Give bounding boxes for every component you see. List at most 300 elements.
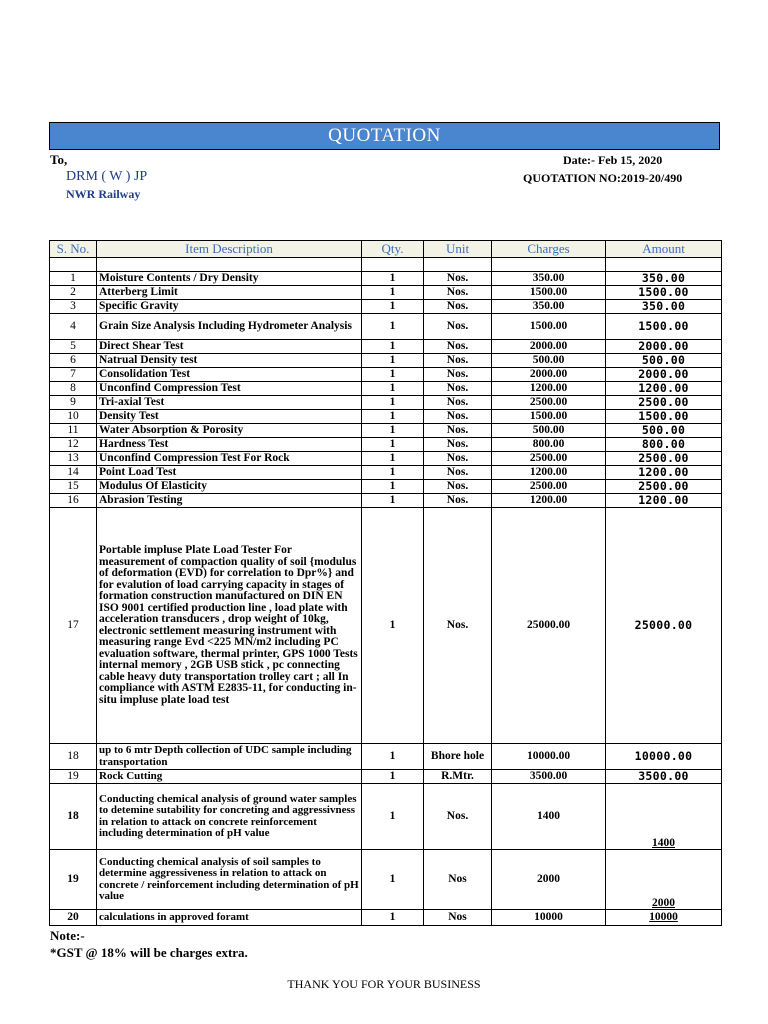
description-cell xyxy=(97,340,362,354)
description-text: calculations in approved foramt xyxy=(99,910,249,923)
description-cell xyxy=(97,770,362,784)
unit-cell xyxy=(424,396,492,410)
unit-cell xyxy=(424,354,492,368)
sno-cell xyxy=(50,424,97,438)
charges-text: 2000 xyxy=(537,872,560,885)
unit-cell xyxy=(424,368,492,382)
table-row xyxy=(50,286,722,300)
qty-text: 1 xyxy=(389,437,396,450)
description-text: Abrasion Testing xyxy=(99,493,183,506)
quotation-number: QUOTATION NO:2019-20/490 xyxy=(523,171,683,185)
sno-cell xyxy=(50,300,97,314)
table-row xyxy=(50,410,722,424)
amount-text: 800.00 xyxy=(641,436,686,451)
description-cell xyxy=(97,438,362,452)
amount-cell xyxy=(606,910,722,926)
sno-cell xyxy=(50,396,97,410)
description-text: Grain Size Analysis Including Hydrometer Analysis xyxy=(99,319,352,332)
amount-cell xyxy=(606,452,722,466)
sno-text: 19 xyxy=(67,769,79,782)
table-row xyxy=(50,396,722,410)
unit-text: Nos. xyxy=(446,353,469,366)
unit-text: Nos. xyxy=(446,395,469,408)
amount-cell xyxy=(606,286,722,300)
qty-text: 1 xyxy=(389,749,396,762)
description-cell xyxy=(97,850,362,910)
amount-text: 350.00 xyxy=(641,270,686,285)
charges-cell xyxy=(492,494,606,508)
sno-text: 15 xyxy=(67,479,79,492)
unit-text: Nos xyxy=(448,910,467,923)
description-text: Unconfind Compression Test xyxy=(99,381,241,394)
qty-text: 1 xyxy=(389,479,396,492)
amount-cell xyxy=(606,314,722,340)
header-amount: Amount xyxy=(606,241,722,258)
sno-cell xyxy=(50,314,97,340)
description-text: Point Load Test xyxy=(99,465,177,478)
charges-text: 3500.00 xyxy=(529,769,568,782)
description-cell xyxy=(97,300,362,314)
table-row xyxy=(50,508,722,744)
sno-cell xyxy=(50,744,97,770)
amount-text: 1200.00 xyxy=(638,380,689,395)
qty-text: 1 xyxy=(389,285,396,298)
amount-text: 2000.00 xyxy=(638,338,689,353)
qty-cell xyxy=(362,452,424,466)
qty-cell xyxy=(362,480,424,494)
sno-text: 19 xyxy=(67,872,79,885)
charges-text: 10000 xyxy=(534,910,563,923)
sno-text: 17 xyxy=(67,618,79,631)
charges-cell xyxy=(492,744,606,770)
amount-cell xyxy=(606,744,722,770)
amount-cell xyxy=(606,480,722,494)
unit-cell xyxy=(424,382,492,396)
table-row xyxy=(50,382,722,396)
amount-cell xyxy=(606,494,722,508)
charges-cell xyxy=(492,382,606,396)
header-sno: S. No. xyxy=(50,241,97,258)
description-text: Atterberg Limit xyxy=(99,285,178,298)
unit-cell xyxy=(424,770,492,784)
table-row xyxy=(50,770,722,784)
charges-cell xyxy=(492,910,606,926)
description-text: up to 6 mtr Depth collection of UDC sample including transportation xyxy=(99,744,352,768)
table-header-row xyxy=(50,241,722,258)
description-text: Conducting chemical analysis of ground water samples to detemine sutability for concreting and aggressivness in relation to attack on concrete reinforcement including determination of pH value xyxy=(99,792,357,839)
unit-text: Bhore hole xyxy=(430,749,485,762)
unit-text: Nos. xyxy=(446,409,469,422)
charges-text: 1200.00 xyxy=(529,493,568,506)
sno-cell xyxy=(50,438,97,452)
unit-text: Nos. xyxy=(446,493,469,506)
sno-cell xyxy=(50,784,97,850)
qty-cell xyxy=(362,770,424,784)
sno-cell xyxy=(50,910,97,926)
charges-text: 1400 xyxy=(537,809,560,822)
amount-text: 1200.00 xyxy=(638,464,689,479)
amount-cell xyxy=(606,396,722,410)
table-row xyxy=(50,272,722,286)
charges-cell xyxy=(492,410,606,424)
qty-text: 1 xyxy=(389,910,396,923)
amount-cell xyxy=(606,410,722,424)
charges-cell xyxy=(492,438,606,452)
qty-cell xyxy=(362,354,424,368)
qty-cell xyxy=(362,382,424,396)
unit-text: R.Mtr. xyxy=(441,769,474,782)
sno-cell xyxy=(50,508,97,744)
header-description: Item Description xyxy=(97,241,362,258)
amount-cell xyxy=(606,508,722,744)
unit-text: Nos. xyxy=(446,381,469,394)
recipient-name: DRM ( W ) JP xyxy=(66,169,148,184)
sno-cell xyxy=(50,382,97,396)
unit-cell xyxy=(424,410,492,424)
sno-text: 2 xyxy=(70,285,76,298)
charges-cell xyxy=(492,850,606,910)
qty-text: 1 xyxy=(389,423,396,436)
description-cell xyxy=(97,480,362,494)
qty-cell xyxy=(362,340,424,354)
qty-cell xyxy=(362,286,424,300)
charges-cell xyxy=(492,354,606,368)
unit-cell xyxy=(424,300,492,314)
table-row xyxy=(50,744,722,770)
table-row xyxy=(50,466,722,480)
unit-text: Nos. xyxy=(446,367,469,380)
amount-cell xyxy=(606,850,722,910)
sno-text: 3 xyxy=(70,299,76,312)
sno-cell xyxy=(50,286,97,300)
amount-text: 1500.00 xyxy=(638,408,689,423)
description-cell xyxy=(97,396,362,410)
unit-cell xyxy=(424,424,492,438)
sno-text: 13 xyxy=(67,451,79,464)
quotation-date: Date:- Feb 15, 2020 xyxy=(563,153,663,167)
description-cell xyxy=(97,354,362,368)
unit-text: Nos. xyxy=(446,451,469,464)
unit-text: Nos. xyxy=(446,285,469,298)
charges-text: 500.00 xyxy=(532,353,565,366)
charges-text: 1200.00 xyxy=(529,381,568,394)
charges-text: 2500.00 xyxy=(529,395,568,408)
charges-cell xyxy=(492,508,606,744)
note-label: Note:- xyxy=(50,928,85,943)
charges-text: 1500.00 xyxy=(529,319,568,332)
qty-cell xyxy=(362,424,424,438)
qty-cell xyxy=(362,910,424,926)
sno-cell xyxy=(50,452,97,466)
unit-cell xyxy=(424,480,492,494)
amount-text: 2500.00 xyxy=(638,478,689,493)
qty-cell xyxy=(362,494,424,508)
charges-text: 1200.00 xyxy=(529,465,568,478)
header-unit: Unit xyxy=(424,241,492,258)
sno-cell xyxy=(50,368,97,382)
gst-note: *GST @ 18% will be charges extra. xyxy=(50,945,248,960)
description-cell xyxy=(97,452,362,466)
qty-cell xyxy=(362,466,424,480)
charges-cell xyxy=(492,314,606,340)
amount-text: 1500.00 xyxy=(638,284,689,299)
charges-cell xyxy=(492,770,606,784)
sno-text: 20 xyxy=(67,910,79,923)
unit-cell xyxy=(424,340,492,354)
qty-text: 1 xyxy=(389,493,396,506)
amount-text: 2000.00 xyxy=(638,366,689,381)
amount-text: 2500.00 xyxy=(638,450,689,465)
qty-cell xyxy=(362,744,424,770)
qty-text: 1 xyxy=(389,339,396,352)
unit-text: Nos. xyxy=(446,339,469,352)
sno-text: 6 xyxy=(70,353,76,366)
qty-text: 1 xyxy=(389,367,396,380)
unit-cell xyxy=(424,272,492,286)
amount-text: 1200.00 xyxy=(638,492,689,507)
amount-text: 2000 xyxy=(652,896,675,909)
description-cell xyxy=(97,382,362,396)
table-row xyxy=(50,452,722,466)
description-cell xyxy=(97,784,362,850)
amount-cell xyxy=(606,354,722,368)
description-text: Density Test xyxy=(99,409,159,422)
header-charges: Charges xyxy=(492,241,606,258)
sno-cell xyxy=(50,340,97,354)
description-text: Portable impluse Plate Load Tester For measurement of compaction quality of soil {modulus of deformation (EVD) for correlation to Dpr%} and for evalution of load carrying capacity in stages of formation construction manufactured on DIN EN ISO 9001 certified production line , load plate with acceleration transducers , drop weight of 10kg, electronic settlement measuring instrument with measuring range Evd <225 MN/m2 including PC evaluation software, thermal printer, GPS 1000 Tests internal memory , 2GB USB stick , pc connecting cable heavy duty transportation trolley cart ; all In compliance with ASTM E2835-11, for conducting in-situ impluse plate load test xyxy=(99,544,358,706)
amount-text: 2500.00 xyxy=(638,394,689,409)
sno-cell xyxy=(50,480,97,494)
description-cell xyxy=(97,286,362,300)
qty-text: 1 xyxy=(389,353,396,366)
sno-cell xyxy=(50,272,97,286)
unit-text: Nos. xyxy=(446,479,469,492)
amount-text: 1500.00 xyxy=(638,318,689,333)
blank-row xyxy=(50,258,722,272)
description-cell xyxy=(97,368,362,382)
amount-text: 10000.00 xyxy=(634,748,693,763)
qty-text: 1 xyxy=(389,465,396,478)
description-text: Conducting chemical analysis of soil samples to determine aggressiveness in relation to attack on concrete / reinforcement including determination of pH value xyxy=(99,855,359,902)
charges-cell xyxy=(492,272,606,286)
table-row xyxy=(50,480,722,494)
sno-text: 11 xyxy=(67,423,79,436)
amount-cell xyxy=(606,424,722,438)
charges-text: 500.00 xyxy=(532,423,565,436)
unit-cell xyxy=(424,850,492,910)
sno-cell xyxy=(50,466,97,480)
sno-cell xyxy=(50,494,97,508)
amount-cell xyxy=(606,382,722,396)
table-row xyxy=(50,314,722,340)
qty-text: 1 xyxy=(389,809,396,822)
sno-text: 18 xyxy=(67,749,79,762)
charges-cell xyxy=(492,466,606,480)
description-cell xyxy=(97,424,362,438)
qty-cell xyxy=(362,438,424,452)
qty-text: 1 xyxy=(389,409,396,422)
unit-text: Nos. xyxy=(446,271,469,284)
description-cell xyxy=(97,744,362,770)
amount-text: 3500.00 xyxy=(638,768,689,783)
charges-text: 2500.00 xyxy=(529,479,568,492)
sno-cell xyxy=(50,354,97,368)
description-text: Water Absorption & Porosity xyxy=(99,423,244,436)
amount-cell xyxy=(606,438,722,452)
unit-cell xyxy=(424,494,492,508)
qty-cell xyxy=(362,368,424,382)
sno-cell xyxy=(50,850,97,910)
qty-text: 1 xyxy=(389,395,396,408)
amount-cell xyxy=(606,368,722,382)
quotation-title: QUOTATION xyxy=(49,122,720,150)
table-row xyxy=(50,340,722,354)
unit-text: Nos. xyxy=(446,437,469,450)
unit-cell xyxy=(424,314,492,340)
qty-cell xyxy=(362,272,424,286)
unit-cell xyxy=(424,784,492,850)
table-row xyxy=(50,850,722,910)
table-row xyxy=(50,438,722,452)
amount-cell xyxy=(606,770,722,784)
description-cell xyxy=(97,272,362,286)
sno-cell xyxy=(50,770,97,784)
description-cell xyxy=(97,910,362,926)
amount-cell xyxy=(606,272,722,286)
amount-text: 1400 xyxy=(652,836,675,849)
description-text: Hardness Test xyxy=(99,437,169,450)
unit-cell xyxy=(424,452,492,466)
amount-text: 25000.00 xyxy=(634,617,693,632)
description-text: Natrual Density test xyxy=(99,353,198,366)
description-text: Tri-axial Test xyxy=(99,395,165,408)
sno-text: 8 xyxy=(70,381,76,394)
description-text: Rock Cutting xyxy=(99,769,163,782)
description-cell xyxy=(97,508,362,744)
description-text: Unconfind Compression Test For Rock xyxy=(99,451,290,464)
amount-text: 10000 xyxy=(649,910,678,923)
sno-text: 1 xyxy=(70,271,76,284)
charges-cell xyxy=(492,340,606,354)
unit-text: Nos xyxy=(448,872,467,885)
qty-cell xyxy=(362,508,424,744)
charges-cell xyxy=(492,452,606,466)
table-row xyxy=(50,784,722,850)
amount-text: 500.00 xyxy=(641,422,686,437)
sno-text: 16 xyxy=(67,493,79,506)
charges-cell xyxy=(492,286,606,300)
amount-cell xyxy=(606,466,722,480)
unit-text: Nos. xyxy=(446,618,469,631)
charges-text: 2500.00 xyxy=(529,451,568,464)
qty-text: 1 xyxy=(389,872,396,885)
description-text: Modulus Of Elasticity xyxy=(99,479,207,492)
items-table xyxy=(49,240,722,926)
unit-cell xyxy=(424,508,492,744)
charges-text: 350.00 xyxy=(532,271,565,284)
amount-text: 350.00 xyxy=(641,298,686,313)
qty-text: 1 xyxy=(389,618,396,631)
table-row xyxy=(50,494,722,508)
qty-text: 1 xyxy=(389,299,396,312)
qty-cell xyxy=(362,410,424,424)
sno-text: 10 xyxy=(67,409,79,422)
unit-cell xyxy=(424,286,492,300)
charges-text: 1500.00 xyxy=(529,285,568,298)
description-text: Direct Shear Test xyxy=(99,339,184,352)
sno-cell xyxy=(50,410,97,424)
description-text: Specific Gravity xyxy=(99,299,179,312)
charges-text: 10000.00 xyxy=(526,749,571,762)
sno-text: 18 xyxy=(67,809,79,822)
recipient-org: NWR Railway xyxy=(66,187,141,201)
qty-text: 1 xyxy=(389,451,396,464)
qty-cell xyxy=(362,850,424,910)
sno-text: 14 xyxy=(67,465,79,478)
unit-text: Nos. xyxy=(446,319,469,332)
description-cell xyxy=(97,466,362,480)
description-cell xyxy=(97,494,362,508)
qty-text: 1 xyxy=(389,319,396,332)
charges-text: 2000.00 xyxy=(529,339,568,352)
table-row xyxy=(50,300,722,314)
qty-cell xyxy=(362,784,424,850)
unit-cell xyxy=(424,744,492,770)
unit-text: Nos. xyxy=(446,465,469,478)
charges-text: 350.00 xyxy=(532,299,565,312)
unit-cell xyxy=(424,438,492,452)
sno-text: 5 xyxy=(70,339,76,352)
description-cell xyxy=(97,410,362,424)
header-qty: Qty. xyxy=(362,241,424,258)
unit-cell xyxy=(424,466,492,480)
amount-cell xyxy=(606,784,722,850)
qty-cell xyxy=(362,314,424,340)
sno-text: 12 xyxy=(67,437,79,450)
qty-cell xyxy=(362,300,424,314)
charges-text: 25000.00 xyxy=(526,618,571,631)
amount-cell xyxy=(606,300,722,314)
table-row xyxy=(50,910,722,926)
qty-text: 1 xyxy=(389,271,396,284)
sno-text: 4 xyxy=(70,319,76,332)
unit-text: Nos. xyxy=(446,809,469,822)
qty-text: 1 xyxy=(389,381,396,394)
description-text: Consolidation Test xyxy=(99,367,191,380)
unit-text: Nos. xyxy=(446,299,469,312)
description-text: Moisture Contents / Dry Density xyxy=(99,271,259,284)
charges-cell xyxy=(492,396,606,410)
sno-text: 9 xyxy=(70,395,76,408)
thank-you-footer: THANK YOU FOR YOUR BUSINESS xyxy=(287,977,481,991)
charges-cell xyxy=(492,480,606,494)
table-row xyxy=(50,424,722,438)
description-cell xyxy=(97,314,362,340)
amount-cell xyxy=(606,340,722,354)
charges-text: 800.00 xyxy=(532,437,565,450)
charges-cell xyxy=(492,784,606,850)
unit-text: Nos. xyxy=(446,423,469,436)
sno-text: 7 xyxy=(70,367,76,380)
charges-cell xyxy=(492,368,606,382)
charges-text: 2000.00 xyxy=(529,367,568,380)
unit-cell xyxy=(424,910,492,926)
to-label: To, xyxy=(50,152,68,167)
charges-cell xyxy=(492,424,606,438)
charges-cell xyxy=(492,300,606,314)
table-row xyxy=(50,368,722,382)
charges-text: 1500.00 xyxy=(529,409,568,422)
